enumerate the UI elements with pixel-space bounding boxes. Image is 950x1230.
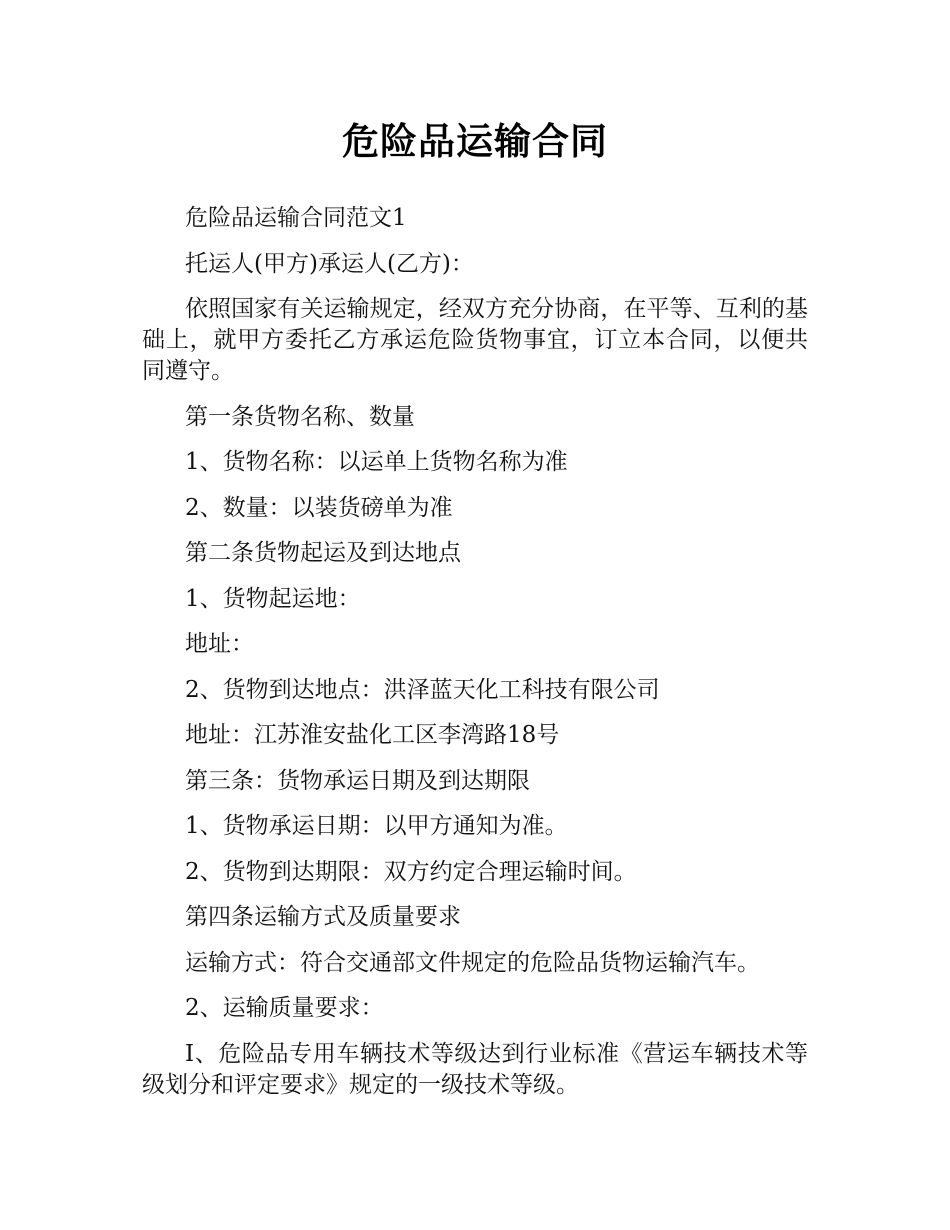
paragraph: 1、货物承运日期：以甲方通知为准。 [185, 813, 568, 839]
document-body [142, 203, 808, 1115]
paragraph: 2、数量：以装货磅单为准 [185, 494, 453, 521]
paragraph: 地址： [185, 631, 254, 657]
paragraph: 危险品运输合同范文1 [185, 205, 407, 231]
document-title: 危险品运输合同 [342, 120, 608, 163]
paragraph: 第三条：货物承运日期及到达期限 [185, 767, 530, 794]
paragraph: 运输方式：符合交通部文件规定的危险品货物运输汽车。 [185, 949, 760, 976]
paragraph: 地址：江苏淮安盐化工区李湾路18号 [185, 722, 560, 748]
paragraph: 2、运输质量要求： [185, 995, 384, 1021]
paragraph: 第四条运输方式及质量要求 [185, 904, 461, 930]
paragraph: 第一条货物名称、数量 [185, 403, 415, 430]
paragraph: 依照国家有关运输规定，经双方充分协商，在平等、互利的基础上，就甲方委托乙方承运危险货物事宜，订立本合同，以便共同遵守。 [142, 296, 808, 384]
paragraph: 2、货物到达地点：洪泽蓝天化工科技有限公司 [185, 676, 660, 703]
paragraph: 1、货物起运地： [185, 585, 361, 612]
paragraph: 托运人(甲方)承运人(乙方)： [185, 250, 474, 277]
paragraph: 第二条货物起运及到达地点 [185, 540, 461, 566]
paragraph: Ⅰ、危险品专用车辆技术等级达到行业标准《营运车辆技术等级划分和评定要求》规定的一级技术等级。 [142, 1040, 808, 1098]
paragraph: 2、货物到达期限：双方约定合理运输时间。 [185, 858, 637, 885]
paragraph: 1、货物名称：以运单上货物名称为准 [185, 449, 568, 475]
